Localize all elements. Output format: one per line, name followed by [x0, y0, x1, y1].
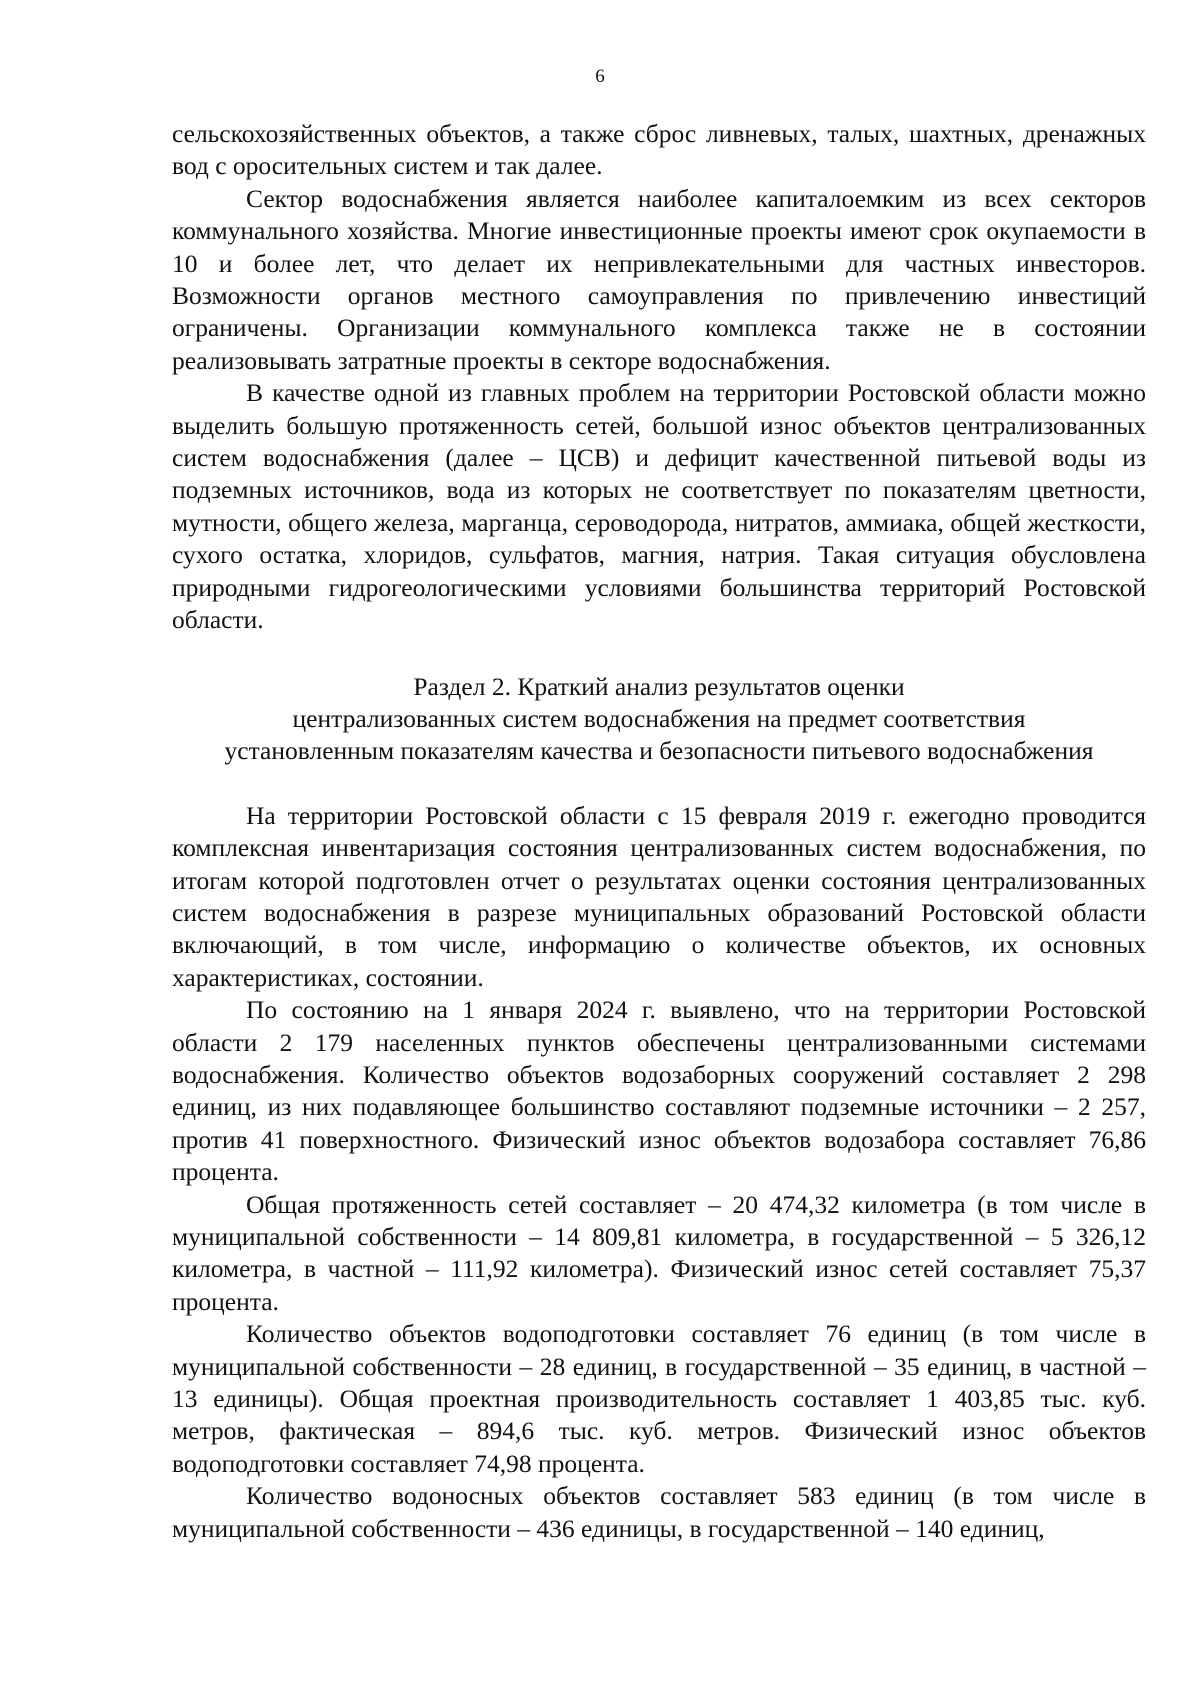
paragraph: На территории Ростовской области с 15 февраля 2019 г. ежегодно проводится комплексная инвентаризация состояния централизованных систем водоснабжения, по итогам которой подготовлен отчет о результатах оценки состояния централизованных систем водоснабжения в разрезе муниципальных образований Ростовской области включающий, в том числе, информацию о количестве объектов, их основных характеристиках, состоянии.	[172, 800, 1146, 992]
section-heading	[172, 671, 1146, 768]
paragraph: Общая протяженность сетей составляет – 20 474,32 километра (в том числе в муниципальной собственности – 14 809,81 километра, в государственной – 5 326,12 километра, в частной – 111,92 километра). Физический износ сетей составляет 75,37 процента.	[172, 1189, 1146, 1316]
paragraph: Сектор водоснабжения является наиболее капиталоемким из всех секторов коммунального хозяйства. Многие инвестиционные проекты имеют срок окупаемости в 10 и более лет, что делает их непривлекательными для частных инвесторов. Возможности органов местного самоуправления по привлечению инвестиций ограничены. Организации коммунального комплекса также не в состоянии реализовывать затратные проекты в секторе водоснабжения.	[172, 183, 1146, 375]
paragraph: Количество водоносных объектов составляет 583 единиц (в том числе в муниципальной собственности – 436 единицы, в государственной – 140 единиц,	[172, 1481, 1146, 1543]
paragraph: сельскохозяйственных объектов, а также сброс ливневых, талых, шахтных, дренажных вод с оросительных систем и так далее.	[172, 119, 1146, 181]
page-number: 6	[595, 66, 605, 87]
document-body	[172, 118, 1146, 1545]
paragraph: По состоянию на 1 января 2024 г. выявлено, что на территории Ростовской области 2 179 населенных пунктов обеспечены централизованными системами водоснабжения. Количество объектов водозаборных сооружений составляет 2 298 единиц, из них подавляющее большинство составляют подземные источники – 2 257, против 41 поверхностного. Физический износ объектов водозабора составляет 76,86 процента.	[172, 995, 1146, 1187]
paragraph: В качестве одной из главных проблем на территории Ростовской области можно выделить большую протяженность сетей, большой износ объектов централизованных систем водоснабжения (далее – ЦСВ) и дефицит качественной питьевой воды из подземных источников, вода из которых не соответствует по показателям цветности, мутности, общего железа, марганца, сероводорода, нитратов, аммиака, общей жесткости, сухого остатка, хлоридов, сульфатов, магния, натрия. Такая ситуация обусловлена природными гидрогеологическими условиями большинства территорий Ростовской области.	[172, 378, 1146, 635]
section-heading-line: Раздел 2. Краткий анализ результатов оценки	[413, 671, 905, 701]
section-heading-line: установленным показателям качества и безопасности питьевого водоснабжения	[224, 736, 1094, 766]
section-heading-line: централизованных систем водоснабжения на предмет соответствия	[292, 703, 1026, 733]
paragraph: Количество объектов водоподготовки составляет 76 единиц (в том числе в муниципальной собственности – 28 единиц, в государственной – 35 единиц, в частной – 13 единицы). Общая проектная производительность составляет 1 403,85 тыс. куб. метров, фактическая – 894,6 тыс. куб. метров. Физический износ объектов водоподготовки составляет 74,98 процента.	[172, 1319, 1146, 1478]
